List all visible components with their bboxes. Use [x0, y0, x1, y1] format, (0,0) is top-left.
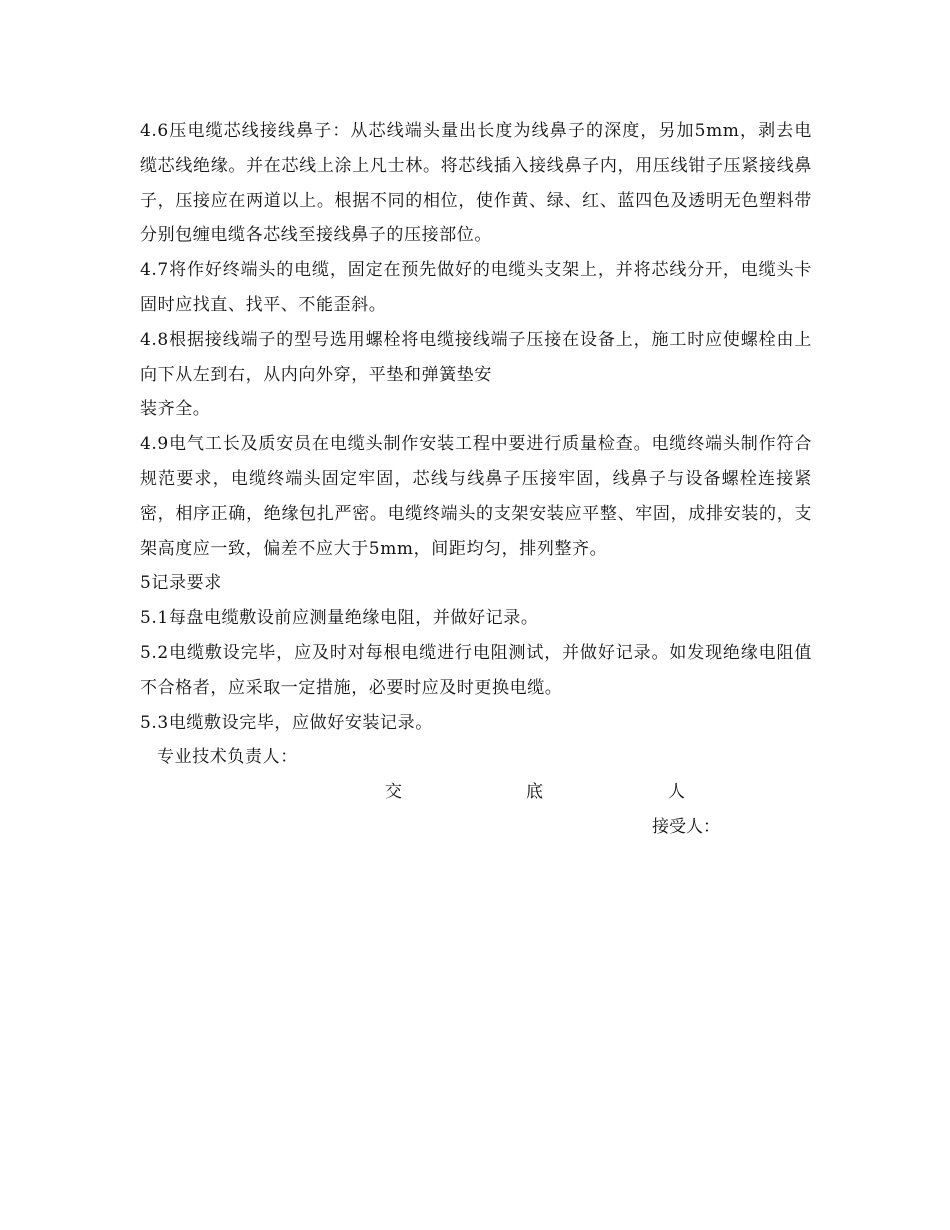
handover-char-1: 交 [385, 782, 402, 803]
document-body [140, 114, 812, 845]
handover-char-3: 人 [668, 782, 685, 803]
paragraph-4-8-continuation: 装齐全。 [140, 399, 211, 420]
paragraph-5-3: 5.3电缆敷设完毕，应做好安装记录。 [140, 712, 433, 733]
paragraph-4-9: 4.9电气工长及质安员在电缆头制作安装工程中要进行质量检查。电缆终端头制作符合规范要求，电缆终端头固定牢固，芯线与线鼻子压接牢固，线鼻子与设备螺栓连接紧密，相序正确，绝缘包扎严密。电缆终端头的支架安装应平整、牢固，成排安装的，支架高度应一致，偏差不应大于5mm，间距均匀，排列整齐。 [140, 434, 812, 559]
handover-signature-row [140, 775, 812, 810]
paragraph-4-8: 4.8根据接线端子的型号选用螺栓将电缆接线端子压接在设备上，施工时应使螺栓由上向下从左到右，从内向外穿，平垫和弹簧垫安 [140, 329, 812, 385]
handover-char-2: 底 [526, 782, 543, 803]
paragraph-5-2: 5.2电缆敷设完毕，应及时对每根电缆进行电阻测试，并做好记录。如发现绝缘电阻值不合格者，应采取一定措施，必要时应及时更换电缆。 [140, 642, 812, 698]
paragraph-4-7: 4.7将作好终端头的电缆，固定在预先做好的电缆头支架上，并将芯线分开，电缆头卡固时应找直、找平、不能歪斜。 [140, 260, 812, 315]
receiver-signature-label: 接受人： [652, 816, 720, 837]
paragraph-4-6: 4.6压电缆芯线接线鼻子：从芯线端头量出长度为线鼻子的深度，另加5mm，剥去电缆芯线绝缘。并在芯线上涂上凡士林。将芯线插入接线鼻子内，用压线钳子压紧接线鼻子，压接应在两道以上。根据不同的相位，使作黄、绿、红、蓝四色及透明无色塑料带分别包缠电缆各芯线至接线鼻子的压接部位。 [140, 121, 812, 246]
paragraph-5-1: 5.1每盘电缆敷设前应测量绝缘电阻，并做好记录。 [140, 608, 539, 629]
section-5-heading: 5记录要求 [140, 573, 222, 594]
receiver-signature-row [140, 810, 812, 845]
tech-lead-signature-label: 专业技术负责人： [157, 747, 298, 768]
